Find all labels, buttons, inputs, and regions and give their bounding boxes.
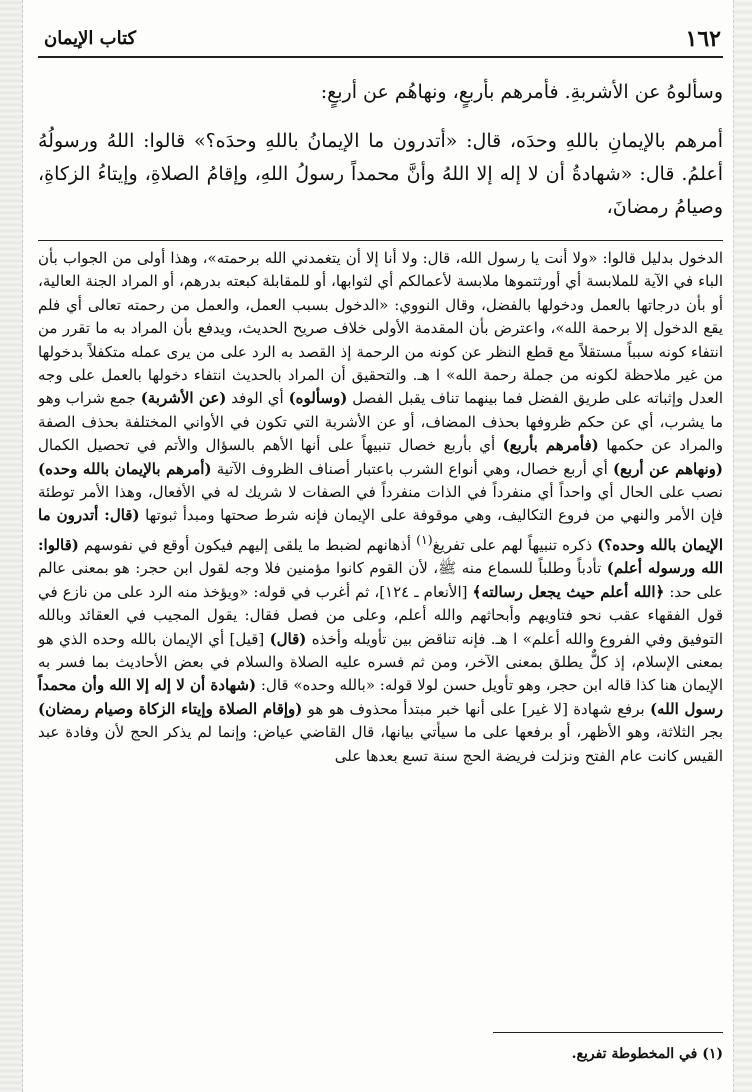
text-separator bbox=[38, 240, 723, 241]
commentary-segment: أي أربع خصال، وهي أنواع الشرب باعتبار أصناف الظروف الآتية bbox=[211, 459, 613, 478]
commentary-keyword: (قالوا: الله ورسوله أعلم) bbox=[38, 535, 723, 578]
commentary-segment: تأدباً وطلباً للسماع منه ﷺ، لأن القوم كانوا مؤمنين فلا وجه لقول ابن حجر: هو بمعنى عالم على حد: bbox=[38, 559, 724, 601]
commentary-keyword: (وإقام الصلاة وإيتاء الزكاة وصيام رمضان) bbox=[38, 699, 303, 718]
page-edge-right bbox=[733, 0, 752, 1092]
book-page bbox=[38, 22, 723, 1082]
commentary-segment: نصب على الحال أي واحداً أي منفرداً في الذات منفرداً في الصفات لا شريك له في الأفعال، وهذا الأمر توطئة فإن الأمر والنهي من فروع التكاليف، وهي موقوفة على الإيمان فإنه شرط صحتها ومبدأ ثبوتها bbox=[38, 483, 723, 525]
page-edge-left bbox=[0, 0, 23, 1092]
commentary-segment: [قيل] أي الإيمان بالله وحده الذي هو بمعنى الإسلام، إذ كلٌّ يطلق بمعنى الآخر، ومن ثم فسره عليه الصلاة والسلام في بعض الأحاديث بما فسر به الإيمان هنا كذا قاله ابن حجر، وهو تأويل حسن لولا قوله: «بالله وحده» قال: bbox=[38, 629, 723, 695]
commentary-segment: أذهانهم لضبط ما يلقى إليهم فيكون أوقع في نفوسهم bbox=[78, 535, 417, 554]
hadith-paragraph: أمرهم بالإيمانِ باللهِ وحدَه، قال: «أتدرون ما الإيمانُ باللهِ وحدَه؟» قالوا: اللهُ ورسولُهُ أعلمُ. قال: «شهادةُ أن لا إله إلا اللهُ وأنَّ محمداً رسولُ اللهِ، وإقامُ الصلاةِ، وإيتاءُ الزكاةِ، وصيامُ رمضانَ، bbox=[38, 130, 723, 218]
commentary-segment: جمع شراب وهو ما يشرب، أي عن حكم ظروفها بحذف المضاف، أو عن الأشربة التي تكون في الأواني المختلفة بحذف الصفة والمراد عن حكمها bbox=[38, 389, 723, 455]
commentary-segment: الدخول بدليل قالوا: «ولا أنت يا رسول الله، قال: ولا أنا إلا أن يتغمدني الله برحمته»، وهذا أولى من الجواب بأن الباء في الآية للملابسة أي أورثتموها ملابسة لأعمالكم أي لثوابها، أو للمقابلة كبعته بدرهم، أو المراد الجنة العالية، أو بأن درجاتها بالعمل ودخولها بالفضل، وقال النووي: «الدخول بسبب العمل، والعمل من رحمته تعالى أي فلم يقع الدخول إلا برحمة الله»، واعترض بأن المقدمة الأولى خلاف صريح الحديث، ويدفع بأن المراد به ما تقرر من انتفاء كونه سبباً مستقلاً مع قطع النظر عن كونه من الرحمة إذ القصد به الرد على من يرى عمله متكفلاً بدخولها من غير ملاحظة لكونه من جملة رحمة الله» ا هـ. والتحقيق أن المراد بالحديث انتفاء دخولها بالعمل على وجه العدل وإثباته على طريق الفضل فما بينهما تناف يقبل الفصل bbox=[38, 249, 723, 408]
commentary-segment: [الأنعام ـ ١٢٤]، ثم أغرب في قوله: «ويؤخذ منه الرد على من نازع في قول الفقهاء عقب نحو فتاويهم وأبحاثهم والله أعلم، وعلى من فصل فقال: يقول المجيب في العقائد وبالله التوفيق وفي الفروع والله أعلم» ا هـ. فإنه تناقض بين تأويله وأخذه bbox=[38, 582, 723, 648]
commentary-keyword: (شهادة أن لا إله إلا الله وأن محمداً رسول الله) bbox=[38, 676, 723, 718]
hadith-paragraph: وسألوهُ عن الأشربةِ. فأمرهم بأربعٍ، ونهاهُم عن أربعٍ: bbox=[320, 81, 723, 103]
hadith-text bbox=[38, 76, 723, 224]
commentary-keyword: (ونهاهم عن أربع) bbox=[612, 459, 723, 478]
footnote-divider bbox=[493, 1032, 723, 1033]
commentary-text bbox=[38, 247, 723, 768]
commentary-keyword: (قال) bbox=[269, 629, 307, 648]
commentary-keyword: (قال: أتدرون ما الإيمان بالله وحده؟) bbox=[38, 506, 723, 554]
commentary-paragraph bbox=[38, 247, 723, 768]
commentary-segment: بجر الثلاثة، وهو الأظهر، أو برفعها على ما سيأتي بيانها، قال القاضي عياض: وإنما لم يذكر الحج لأن وفادة عبد القيس كانت عام الفتح ونزلت فريضة الحج سنة تسع بعدها على bbox=[38, 723, 723, 765]
footnote: (١) في المخطوطة تفريع. bbox=[571, 1046, 723, 1062]
commentary-segment: ذكره تنبيهاً لهم على تفريغ bbox=[432, 535, 598, 554]
commentary-keyword: ﴿الله أعلم حيث يجعل رسالته﴾ bbox=[472, 582, 665, 601]
commentary-keyword: (أمرهم بالإيمان بالله وحده) bbox=[38, 459, 212, 478]
commentary-segment: أي الوفد bbox=[226, 389, 289, 408]
page-header bbox=[38, 22, 723, 58]
page-number: ١٦٢ bbox=[685, 26, 721, 52]
book-title: كتاب الإيمان bbox=[44, 28, 137, 49]
commentary-keyword: (وسألوه) bbox=[288, 389, 348, 408]
commentary-segment: أي بأربع خصال تنبيهاً على أنها الأهم بالسؤال والأتم في تحصيل الكمال bbox=[38, 436, 503, 455]
commentary-keyword: (عن الأشربة) bbox=[140, 389, 227, 408]
commentary-segment: برفع شهادة [لا غير] على أنها خبر مبتدأ محذوف هو هو bbox=[302, 699, 650, 718]
footnote-reference: (١) bbox=[416, 531, 433, 547]
commentary-keyword: (فأمرهم بأربع) bbox=[502, 436, 599, 455]
